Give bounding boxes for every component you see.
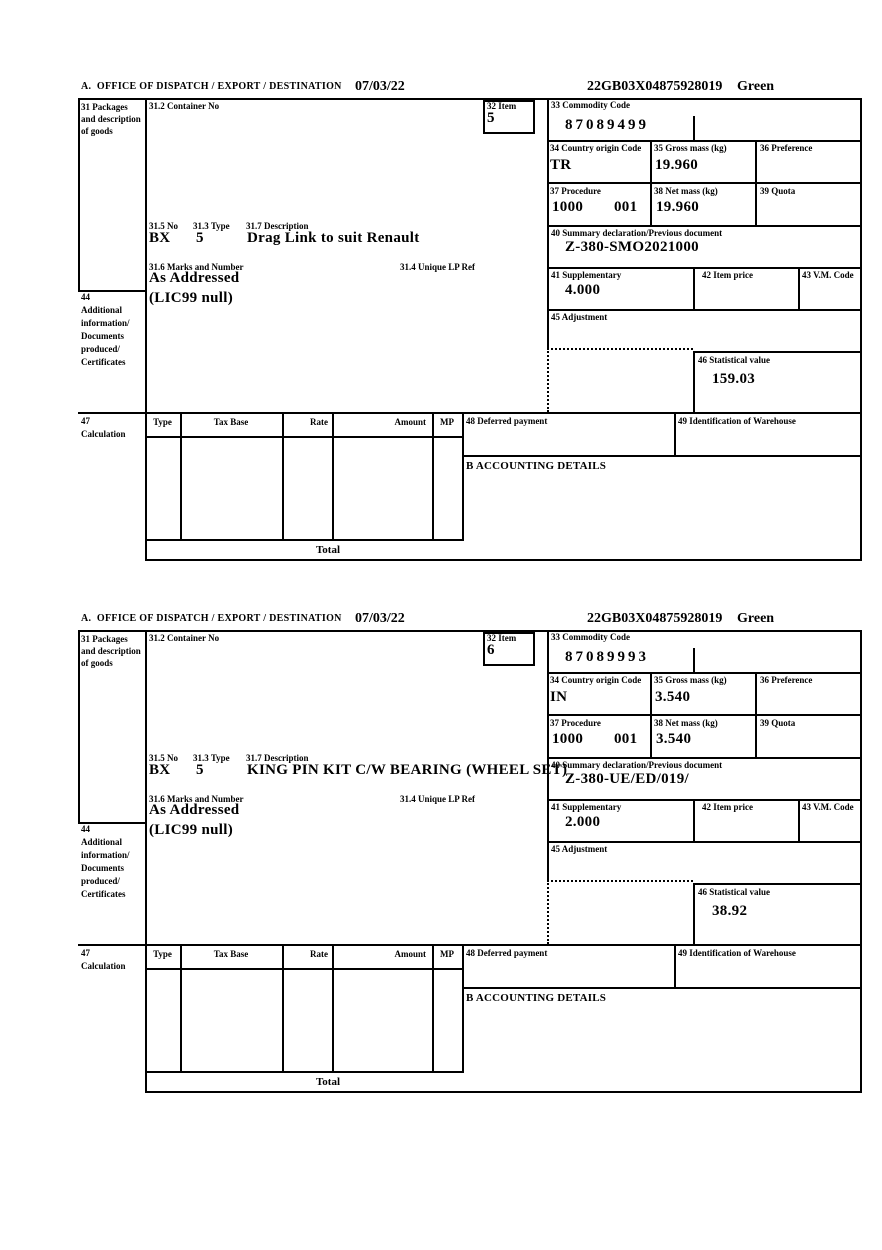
calculation-label-line: Calculation [81, 961, 126, 971]
form-line [693, 799, 695, 843]
additional-info-label-line: information/ [81, 850, 130, 860]
form-line [693, 883, 860, 885]
additional-info-label-line: produced/ [81, 876, 120, 886]
country-origin-label: 34 Country origin Code [550, 675, 642, 685]
dotted-line [547, 880, 693, 882]
form-line [547, 98, 549, 348]
net-mass-value: 3.540 [656, 731, 692, 747]
col-amount-header: Amount [394, 417, 426, 427]
commodity-code-label: 33 Commodity Code [551, 100, 630, 110]
form-line [462, 944, 464, 1071]
declaration-date: 07/03/22 [355, 611, 405, 626]
packages-type-label: 31.3 Type [193, 753, 230, 763]
gross-mass-label: 35 Gross mass (kg) [654, 675, 727, 685]
form-line [145, 630, 147, 1093]
preference-label: 36 Preference [760, 675, 813, 685]
col-mp-header: MP [440, 417, 454, 427]
form-line [145, 1091, 862, 1093]
country-origin-value: IN [550, 689, 568, 705]
form-line [650, 140, 652, 227]
form-line [78, 98, 862, 100]
form-line [462, 987, 860, 989]
unique-lp-ref-label: 31.4 Unique LP Ref [400, 262, 476, 272]
deferred-payment-label: 48 Deferred payment [466, 948, 548, 958]
form-line [755, 672, 757, 759]
form-line [145, 436, 464, 438]
commodity-code-value: 87089499 [565, 117, 649, 133]
packages-no-value: BX [149, 762, 171, 778]
commodity-code-value: 87089993 [565, 649, 649, 665]
supplementary-value: 4.000 [565, 282, 601, 298]
form-line [180, 944, 182, 1071]
mrn-reference: 22GB03X04875928019 [587, 79, 723, 94]
form-line [332, 412, 334, 539]
gross-mass-label: 35 Gross mass (kg) [654, 143, 727, 153]
packages-no-label: 31.5 No [149, 753, 178, 763]
item-price-label: 42 Item price [702, 802, 753, 812]
warehouse-id-label: 49 Identification of Warehouse [678, 948, 796, 958]
col-tax-base-header: Tax Base [213, 949, 249, 959]
col-mp-header: MP [440, 949, 454, 959]
commodity-code-label: 33 Commodity Code [551, 632, 630, 642]
vm-code-label: 43 V.M. Code [802, 270, 854, 280]
container-no-label: 31.2 Container No [149, 101, 220, 111]
office-of-dispatch-header: A. OFFICE OF DISPATCH / EXPORT / DESTINATION [81, 613, 342, 624]
vm-code-label: 43 V.M. Code [802, 802, 854, 812]
form-line [145, 98, 147, 561]
supplementary-label: 41 Supplementary [551, 270, 622, 280]
form-line [78, 944, 862, 946]
commodity-code-divider [693, 116, 695, 140]
previous-document-label: 40 Summary declaration/Previous document [551, 228, 723, 238]
form-line [547, 714, 860, 716]
form-line [674, 412, 676, 455]
description-label: 31.7 Description [246, 221, 309, 231]
office-of-dispatch-header: A. OFFICE OF DISPATCH / EXPORT / DESTINATION [81, 81, 342, 92]
item-number-label: 32 Item [487, 633, 517, 643]
form-line [693, 351, 695, 412]
net-mass-label: 38 Net mass (kg) [654, 718, 718, 728]
marks-numbers-value: As Addressed [149, 270, 240, 286]
additional-info-value: (LIC99 null) [149, 822, 234, 838]
dotted-line [547, 348, 549, 412]
additional-info-label-line: Additional [81, 305, 123, 315]
total-label: Total [315, 544, 341, 556]
previous-document-value: Z-380-SMO2021000 [565, 239, 699, 255]
procedure-value-2: 001 [614, 731, 638, 747]
additional-info-label-line: Certificates [81, 357, 126, 367]
statistical-value-label: 46 Statistical value [698, 355, 770, 365]
routing-indicator: Green [737, 611, 775, 626]
packages-type-value: 5 [196, 762, 204, 778]
form-line [78, 98, 80, 292]
routing-indicator: Green [737, 79, 775, 94]
item-number-value: 5 [487, 110, 495, 126]
previous-document-value: Z-380-UE/ED/019/ [565, 771, 689, 787]
supplementary-label: 41 Supplementary [551, 802, 622, 812]
form-line [78, 630, 80, 824]
mrn-reference: 22GB03X04875928019 [587, 611, 723, 626]
packages-no-value: BX [149, 230, 171, 246]
marks-numbers-label: 31.6 Marks and Number [149, 794, 244, 804]
form-line [860, 630, 862, 1093]
form-line [798, 267, 800, 311]
form-line [798, 799, 800, 843]
country-origin-label: 34 Country origin Code [550, 143, 642, 153]
additional-info-label-line: Documents [81, 331, 124, 341]
form-line [78, 630, 862, 632]
form-line [462, 412, 464, 539]
description-value: KING PIN KIT C/W BEARING (WHEEL SET) [247, 762, 568, 778]
container-no-label: 31.2 Container No [149, 633, 220, 643]
form-line [332, 944, 334, 1071]
form-line [432, 944, 434, 1071]
additional-info-label-line: 44 [81, 824, 90, 834]
statistical-value-label: 46 Statistical value [698, 887, 770, 897]
total-label: Total [315, 1076, 341, 1088]
additional-info-label-line: Additional [81, 837, 123, 847]
form-line [145, 1071, 464, 1073]
form-line [282, 944, 284, 1071]
col-type-header: Type [153, 949, 172, 959]
additional-info-label-line: Certificates [81, 889, 126, 899]
quota-label: 39 Quota [760, 186, 796, 196]
form-line [547, 225, 860, 227]
packages-description-label: 31 Packages and description of goods [81, 634, 141, 668]
form-line [693, 351, 860, 353]
preference-label: 36 Preference [760, 143, 813, 153]
form-line [547, 672, 860, 674]
item-number-label: 32 Item [487, 101, 517, 111]
form-line [462, 455, 860, 457]
procedure-value-1: 1000 [552, 199, 584, 215]
accounting-details-label: B ACCOUNTING DETAILS [466, 460, 607, 472]
statistical-value: 38.92 [712, 903, 748, 919]
item-number-value: 6 [487, 642, 495, 658]
commodity-code-divider [693, 648, 695, 672]
form-line [145, 539, 464, 541]
packages-description-label: 31 Packages and description of goods [81, 102, 141, 136]
net-mass-value: 19.960 [656, 199, 700, 215]
gross-mass-value: 19.960 [655, 157, 699, 173]
additional-info-label-line: 44 [81, 292, 90, 302]
form-line [78, 412, 862, 414]
packages-type-label: 31.3 Type [193, 221, 230, 231]
form-line [282, 412, 284, 539]
adjustment-label: 45 Adjustment [551, 844, 608, 854]
marks-numbers-label: 31.6 Marks and Number [149, 262, 244, 272]
additional-info-label-line: information/ [81, 318, 130, 328]
form-line [547, 267, 860, 269]
form-line [693, 267, 695, 311]
form-line [547, 182, 860, 184]
country-origin-value: TR [550, 157, 572, 173]
form-line [432, 412, 434, 539]
gross-mass-value: 3.540 [655, 689, 691, 705]
col-rate-header: Rate [310, 417, 328, 427]
dotted-line [547, 880, 549, 944]
col-tax-base-header: Tax Base [213, 417, 249, 427]
calculation-label-line: 47 [81, 416, 90, 426]
form-line [650, 672, 652, 759]
accounting-details-label: B ACCOUNTING DETAILS [466, 992, 607, 1004]
form-line [145, 559, 862, 561]
additional-info-label-line: Documents [81, 863, 124, 873]
declaration-item-section-1 [78, 80, 862, 562]
procedure-label: 37 Procedure [550, 186, 601, 196]
additional-info-label-line: produced/ [81, 344, 120, 354]
item-price-label: 42 Item price [702, 270, 753, 280]
procedure-value-2: 001 [614, 199, 638, 215]
col-type-header: Type [153, 417, 172, 427]
net-mass-label: 38 Net mass (kg) [654, 186, 718, 196]
form-line [547, 799, 860, 801]
calculation-label-line: 47 [81, 948, 90, 958]
form-line [547, 841, 860, 843]
form-line [547, 140, 860, 142]
form-line [860, 98, 862, 561]
form-line [547, 630, 549, 880]
calculation-label-line: Calculation [81, 429, 126, 439]
declaration-date: 07/03/22 [355, 79, 405, 94]
description-label: 31.7 Description [246, 753, 309, 763]
form-line [547, 309, 860, 311]
previous-document-label: 40 Summary declaration/Previous document [551, 760, 723, 770]
form-line [547, 757, 860, 759]
form-line [755, 140, 757, 227]
form-line [145, 968, 464, 970]
procedure-value-1: 1000 [552, 731, 584, 747]
supplementary-value: 2.000 [565, 814, 601, 830]
form-line [693, 883, 695, 944]
statistical-value: 159.03 [712, 371, 756, 387]
declaration-item-section-2 [78, 612, 862, 1094]
deferred-payment-label: 48 Deferred payment [466, 416, 548, 426]
quota-label: 39 Quota [760, 718, 796, 728]
packages-no-label: 31.5 No [149, 221, 178, 231]
dotted-line [547, 348, 693, 350]
description-value: Drag Link to suit Renault [247, 230, 420, 246]
packages-type-value: 5 [196, 230, 204, 246]
adjustment-label: 45 Adjustment [551, 312, 608, 322]
unique-lp-ref-label: 31.4 Unique LP Ref [400, 794, 476, 804]
procedure-label: 37 Procedure [550, 718, 601, 728]
form-line [674, 944, 676, 987]
form-line [180, 412, 182, 539]
marks-numbers-value: As Addressed [149, 802, 240, 818]
col-rate-header: Rate [310, 949, 328, 959]
additional-info-value: (LIC99 null) [149, 290, 234, 306]
warehouse-id-label: 49 Identification of Warehouse [678, 416, 796, 426]
col-amount-header: Amount [394, 949, 426, 959]
